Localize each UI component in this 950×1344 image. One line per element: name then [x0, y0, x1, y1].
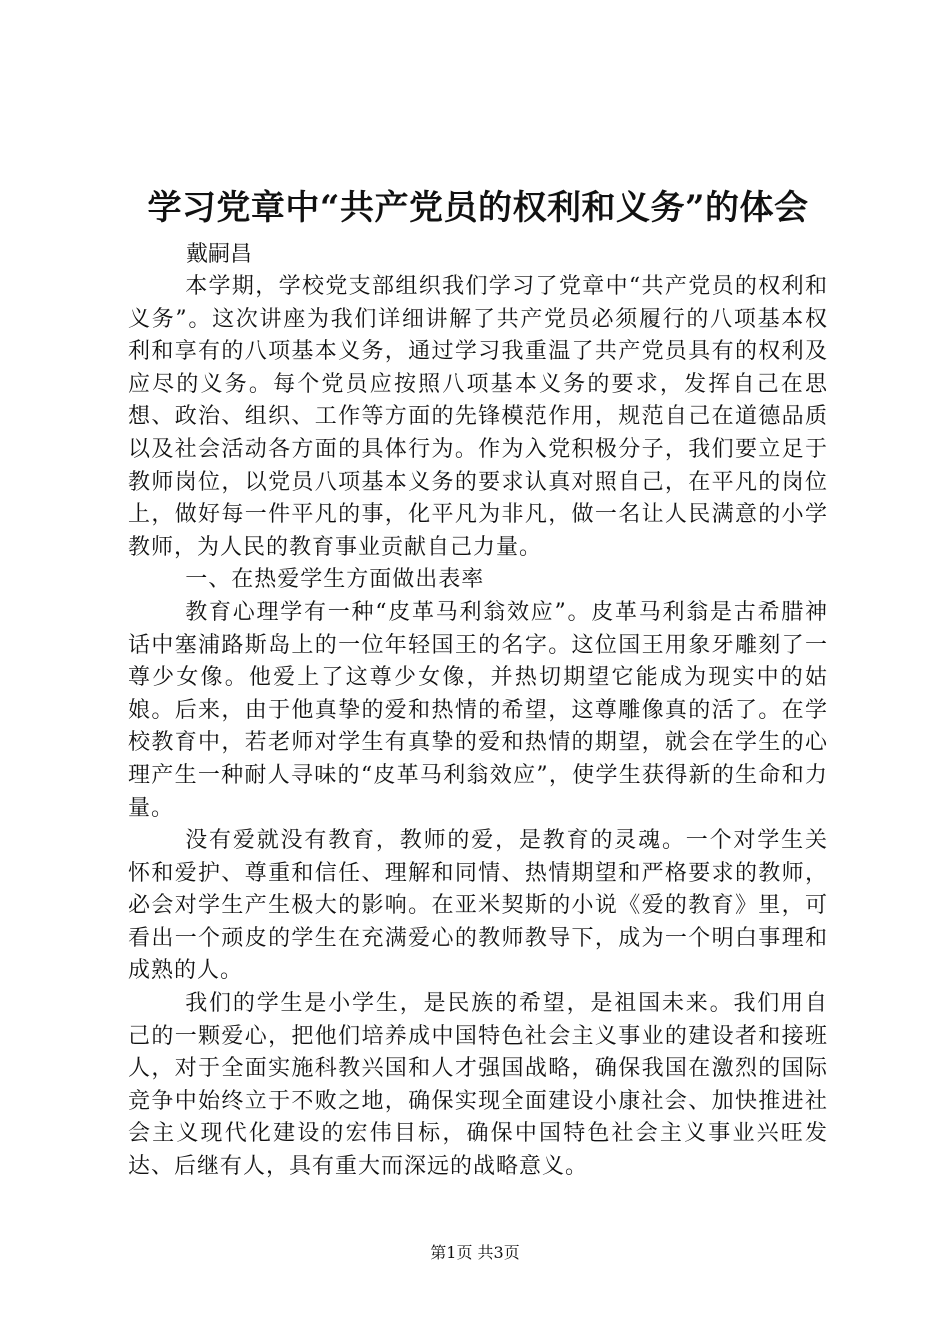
- author-name: 戴嗣昌: [186, 242, 253, 267]
- document-page: [128, 184, 828, 1184]
- paragraph-students-future: 我们的学生是小学生，是民族的希望，是祖国未来。我们用自己的一颗爱心，把他们培养成中国特色社会主义事业的建设者和接班人，对于全面实施科教兴国和人才强国战略，确保我国在激烈的国际竞争中始终立于不败之地，确保实现全面建设小康社会、加快推进社会主义现代化建设的宏伟目标，确保中国特色社会主义事业兴旺发达、后继有人，具有重大而深远的战略意义。: [128, 991, 828, 1180]
- page-footer: 第1页 共3页: [430, 1243, 520, 1262]
- section-heading: 一、在热爱学生方面做出表率: [185, 567, 485, 593]
- paragraph-love-education: 没有爱就没有教育，教师的爱，是教育的灵魂。一个对学生关怀和爱护、尊重和信任、理解和同情、热情期望和严格要求的教师，必会对学生产生极大的影响。在亚米契斯的小说《爱的教育》里，可看出一个顽皮的学生在充满爱心的教师教导下，成为一个明白事理和成熟的人。: [128, 828, 828, 984]
- paragraph-intro: 本学期，学校党支部组织我们学习了党章中“共产党员的权利和义务”。这次讲座为我们详细讲解了共产党员必须履行的八项基本权利和享有的八项基本义务，通过学习我重温了共产党员具有的权利及应尽的义务。每个党员应按照八项基本义务的要求，发挥自己在思想、政治、组织、工作等方面的先锋模范作用，规范自己在道德品质以及社会活动各方面的具体行为。作为入党积极分子，我们要立足于教师岗位，以党员八项基本义务的要求认真对照自己，在平凡的岗位上，做好每一件平凡的事，化平凡为非凡，做一名让人民满意的小学教师，为人民的教育事业贡献自己力量。: [128, 274, 828, 560]
- document-title: 学习党章中“共产党员的权利和义务”的体会: [147, 188, 809, 228]
- paragraph-pygmalion: 教育心理学有一种“皮革马利翁效应”。皮革马利翁是古希腊神话中塞浦路斯岛上的一位年轻国王的名字。这位国王用象牙雕刻了一尊少女像。他爱上了这尊少女像，并热切期望它能成为现实中的姑娘。后来，由于他真挚的爱和热情的希望，这尊雕像真的活了。在学校教育中，若老师对学生有真挚的爱和热情的期望，就会在学生的心理产生一种耐人寻味的“皮革马利翁效应”，使学生获得新的生命和力量。: [128, 599, 828, 821]
